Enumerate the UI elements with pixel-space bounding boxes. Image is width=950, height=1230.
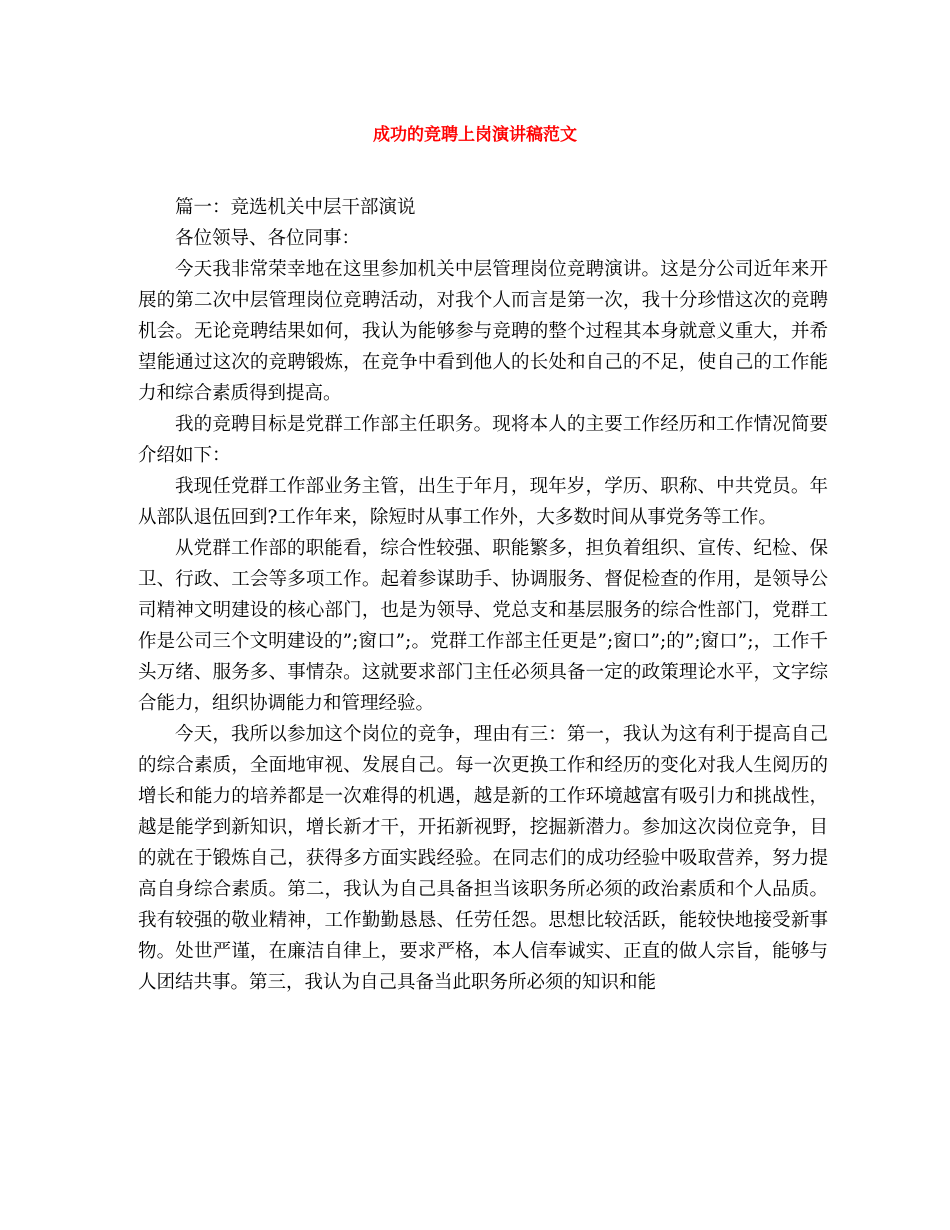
body-paragraph: 我现任党群工作部业务主管，出生于年月，现年岁，学历、职称、中共党员。年从部队退伍回到?工作年来，除短时从事工作外，大多数时间从事党务等工作。 — [138, 476, 828, 528]
body-paragraph: 从党群工作部的职能看，综合性较强、职能繁多，担负着组织、宣传、纪检、保卫、行政、工会等多项工作。起着参谋助手、协调服务、督促检查的作用，是领导公司精神文明建设的核心部门，也是为领导、党总支和基层服务的综合性部门，党群工作是公司三个文明建设的”;窗口”;。党群工作部主任更是”;窗口”;的”;窗口”;，工作千头万绪、服务多、事情杂。这就要求部门主任必须具备一定的政策理论水平，文字综合能力，组织协调能力和管理经验。 — [138, 538, 828, 714]
document-title: 成功的竞聘上岗演讲稿范文 — [373, 125, 577, 145]
body-paragraph: 今天我非常荣幸地在这里参加机关中层管理岗位竞聘演讲。这是分公司近年来开展的第二次中层管理岗位竞聘活动，对我个人而言是第一次，我十分珍惜这次的竞聘机会。无论竞聘结果如何，我认为能够参与竞聘的整个过程其本身就意义重大，并希望能通过这次的竞聘锻炼，在竞争中看到他人的长处和自己的不足，使自己的工作能力和综合素质得到提高。 — [138, 259, 828, 404]
section-heading: 篇一：竞选机关中层干部演说 — [175, 197, 416, 218]
document-body — [138, 192, 828, 998]
salutation: 各位领导、各位同事： — [175, 228, 361, 249]
body-paragraph: 今天，我所以参加这个岗位的竞争，理由有三：第一，我认为这有利于提高自己的综合素质，全面地审视、发展自己。每一次更换工作和经历的变化对我人生阅历的增长和能力的培养都是一次难得的机遇，越是新的工作环境越富有吸引力和挑战性，越是能学到新知识，增长新才干，开拓新视野，挖掘新潜力。参加这次岗位竞争，目的就在于锻炼自己，获得多方面实践经验。在同志们的成功经验中吸取营养，努力提高自身综合素质。第二，我认为自己具备担当该职务所必须的政治素质和个人品质。我有较强的敬业精神，工作勤勤恳恳、任劳任怨。思想比较活跃，能较快地接受新事物。处世严谨，在廉洁自律上，要求严格，本人信奉诚实、正直的做人宗旨，能够与人团结共事。第三，我认为自己具备当此职务所必须的知识和能 — [138, 724, 828, 993]
body-paragraph: 我的竞聘目标是党群工作部主任职务。现将本人的主要工作经历和工作情况简要介绍如下： — [138, 414, 828, 466]
